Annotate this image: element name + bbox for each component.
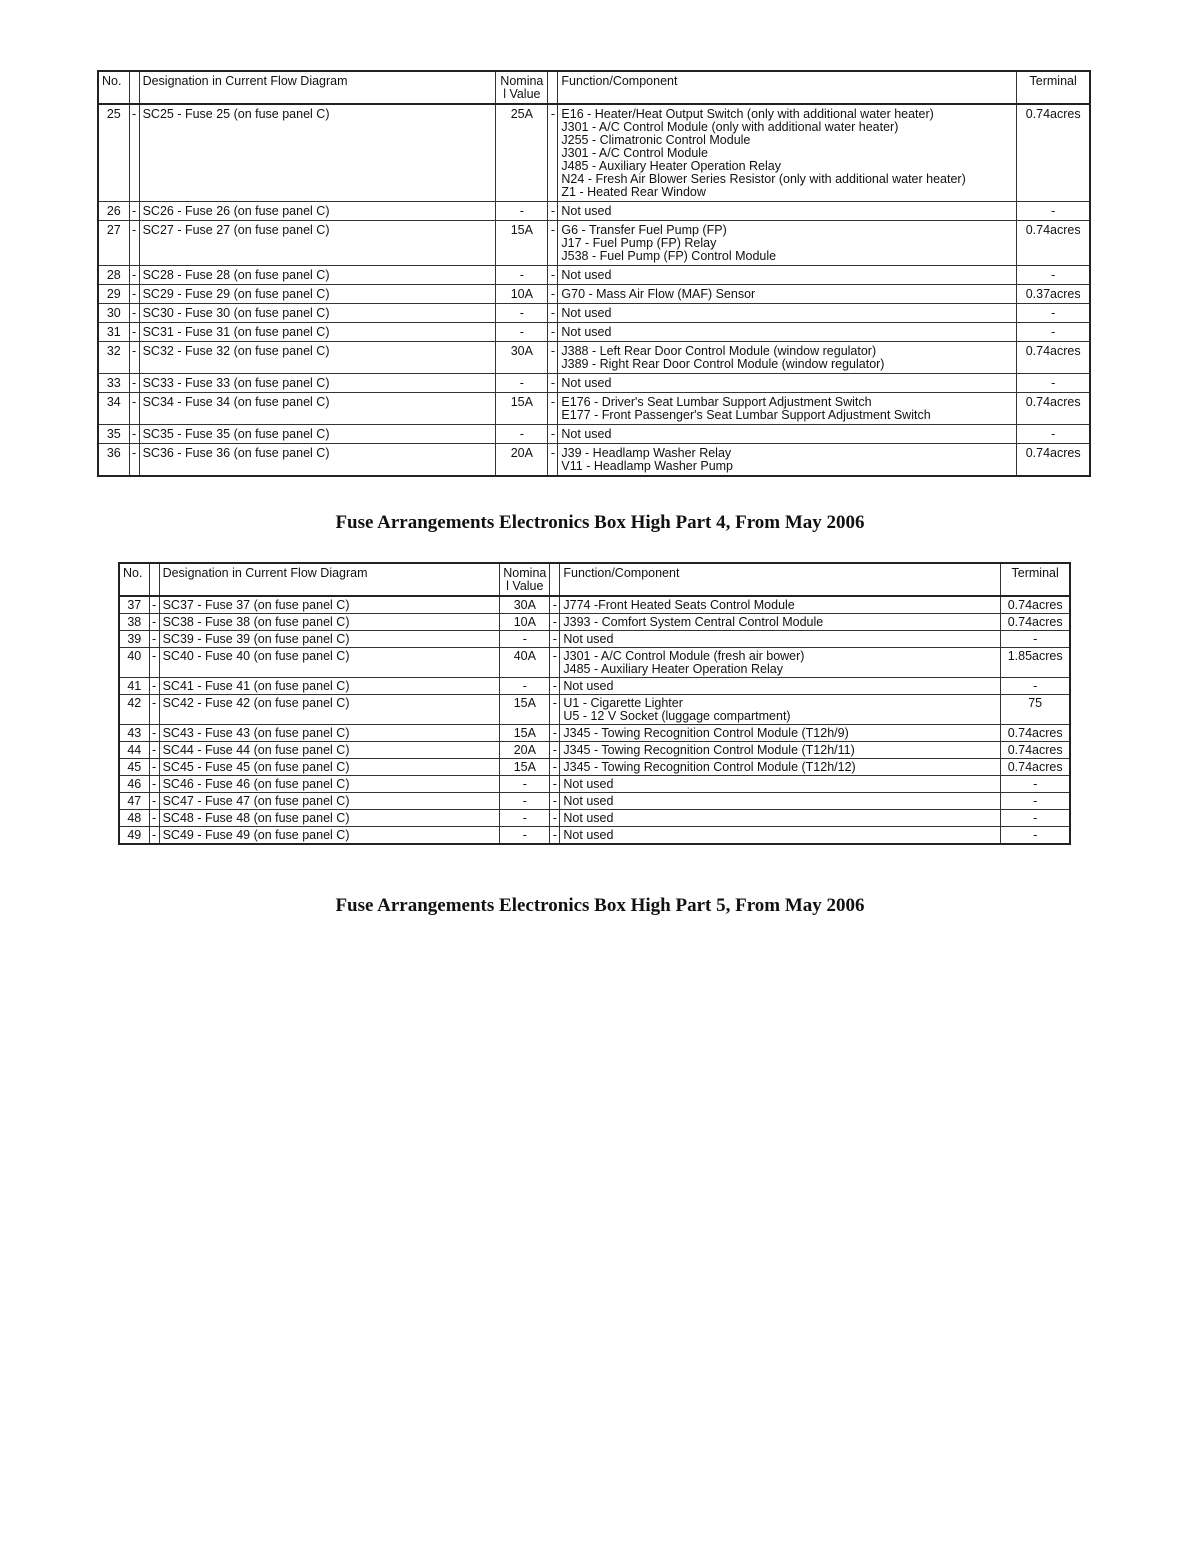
separator-dash: - <box>129 374 139 393</box>
table-row <box>119 596 1070 614</box>
fuse-number: 32 <box>98 342 129 374</box>
function-component <box>560 759 1001 776</box>
function-line: J255 - Climatronic Control Module <box>561 133 751 147</box>
function-line: Not used <box>563 679 614 693</box>
terminal: 1.85acres <box>1001 648 1070 678</box>
table-row <box>119 742 1070 759</box>
designation: SC33 - Fuse 33 (on fuse panel C) <box>139 374 496 393</box>
section-caption-part-4: Fuse Arrangements Electronics Box High Part 4, From May 2006 <box>335 512 865 533</box>
header-designation: Designation in Current Flow Diagram <box>139 71 496 104</box>
function-line: V11 - Headlamp Washer Pump <box>561 459 734 473</box>
designation: SC31 - Fuse 31 (on fuse panel C) <box>139 323 496 342</box>
designation: SC35 - Fuse 35 (on fuse panel C) <box>139 425 496 444</box>
terminal: 0.74acres <box>1001 725 1070 742</box>
header-function: Function/Component <box>560 563 1001 596</box>
fuse-number: 41 <box>119 678 149 695</box>
function-line: Not used <box>561 376 612 390</box>
table-row <box>98 304 1090 323</box>
function-line: Not used <box>561 268 612 282</box>
table-row <box>119 793 1070 810</box>
terminal: 0.37acres <box>1017 285 1090 304</box>
function-line: J389 - Right Rear Door Control Module (window regulator) <box>561 357 885 371</box>
separator-dash: - <box>129 444 139 477</box>
table-header-row <box>119 563 1070 596</box>
function-component <box>560 648 1001 678</box>
function-component <box>560 810 1001 827</box>
designation: SC27 - Fuse 27 (on fuse panel C) <box>139 221 496 266</box>
nominal-value: - <box>496 374 548 393</box>
function-component <box>558 425 1017 444</box>
function-line: J345 - Towing Recognition Control Module (T12h/9) <box>563 726 849 740</box>
separator-dash: - <box>149 759 159 776</box>
designation: SC43 - Fuse 43 (on fuse panel C) <box>159 725 500 742</box>
fuse-number: 38 <box>119 614 149 631</box>
fuse-number: 26 <box>98 202 129 221</box>
separator-dash: - <box>550 810 560 827</box>
nominal-value: 15A <box>496 393 548 425</box>
function-component <box>560 631 1001 648</box>
table-row <box>98 374 1090 393</box>
nominal-value: - <box>500 776 550 793</box>
fuse-number: 33 <box>98 374 129 393</box>
separator-dash: - <box>129 285 139 304</box>
terminal: 0.74acres <box>1001 742 1070 759</box>
function-line: J485 - Auxiliary Heater Operation Relay <box>561 159 781 173</box>
separator-dash: - <box>548 323 558 342</box>
table-row <box>98 266 1090 285</box>
function-line: J345 - Towing Recognition Control Module (T12h/11) <box>563 743 855 757</box>
function-line: U5 - 12 V Socket (luggage compartment) <box>563 709 791 723</box>
nominal-value: 20A <box>500 742 550 759</box>
function-component <box>560 614 1001 631</box>
table-row <box>98 393 1090 425</box>
nominal-value: - <box>500 678 550 695</box>
fuse-number: 34 <box>98 393 129 425</box>
function-line: Z1 - Heated Rear Window <box>561 185 706 199</box>
separator-dash: - <box>548 425 558 444</box>
terminal: 0.74acres <box>1017 221 1090 266</box>
function-line: E177 - Front Passenger's Seat Lumbar Support Adjustment Switch <box>561 408 931 422</box>
designation: SC39 - Fuse 39 (on fuse panel C) <box>159 631 500 648</box>
table-row <box>98 444 1090 477</box>
terminal: - <box>1001 793 1070 810</box>
fuse-number: 31 <box>98 323 129 342</box>
fuse-number: 25 <box>98 104 129 202</box>
fuse-number: 40 <box>119 648 149 678</box>
separator-dash: - <box>548 304 558 323</box>
terminal: - <box>1001 810 1070 827</box>
separator-dash: - <box>550 742 560 759</box>
fuse-number: 48 <box>119 810 149 827</box>
separator-dash: - <box>149 631 159 648</box>
terminal: 0.74acres <box>1017 444 1090 477</box>
table-row <box>98 285 1090 304</box>
function-line: Not used <box>561 325 612 339</box>
designation: SC32 - Fuse 32 (on fuse panel C) <box>139 342 496 374</box>
table-row <box>119 678 1070 695</box>
fuse-number: 37 <box>119 596 149 614</box>
terminal: - <box>1017 304 1090 323</box>
separator-dash: - <box>149 810 159 827</box>
function-line: J17 - Fuel Pump (FP) Relay <box>561 236 717 250</box>
function-component <box>560 827 1001 845</box>
header-no: No. <box>119 563 149 596</box>
table-row <box>119 776 1070 793</box>
function-line: Not used <box>563 794 614 808</box>
function-line: Not used <box>561 204 612 218</box>
designation: SC36 - Fuse 36 (on fuse panel C) <box>139 444 496 477</box>
separator-dash: - <box>550 759 560 776</box>
separator-dash: - <box>550 725 560 742</box>
function-line: J393 - Comfort System Central Control Module <box>563 615 824 629</box>
separator-dash: - <box>129 266 139 285</box>
separator-dash: - <box>548 374 558 393</box>
designation: SC40 - Fuse 40 (on fuse panel C) <box>159 648 500 678</box>
separator-dash: - <box>550 631 560 648</box>
terminal: - <box>1017 425 1090 444</box>
table-row <box>119 759 1070 776</box>
function-component <box>558 104 1017 202</box>
separator-dash: - <box>548 104 558 202</box>
designation: SC44 - Fuse 44 (on fuse panel C) <box>159 742 500 759</box>
fuse-number: 30 <box>98 304 129 323</box>
designation: SC28 - Fuse 28 (on fuse panel C) <box>139 266 496 285</box>
function-component <box>560 596 1001 614</box>
nominal-value: - <box>496 266 548 285</box>
table-row <box>98 323 1090 342</box>
nominal-value: 15A <box>500 695 550 725</box>
separator-dash: - <box>129 425 139 444</box>
fuse-number: 45 <box>119 759 149 776</box>
nominal-value: - <box>500 827 550 845</box>
separator-dash: - <box>548 342 558 374</box>
function-component <box>558 202 1017 221</box>
designation: SC29 - Fuse 29 (on fuse panel C) <box>139 285 496 304</box>
function-line: J538 - Fuel Pump (FP) Control Module <box>561 249 777 263</box>
separator-dash: - <box>548 266 558 285</box>
function-component <box>558 266 1017 285</box>
separator-dash: - <box>129 104 139 202</box>
nominal-value: - <box>496 202 548 221</box>
terminal: 0.74acres <box>1001 759 1070 776</box>
fuse-number: 27 <box>98 221 129 266</box>
separator-dash: - <box>548 221 558 266</box>
designation: SC49 - Fuse 49 (on fuse panel C) <box>159 827 500 845</box>
separator-dash: - <box>550 614 560 631</box>
nominal-value: 10A <box>500 614 550 631</box>
terminal: - <box>1017 323 1090 342</box>
header-nominal: Nomina l Value <box>500 563 550 596</box>
fuse-number: 28 <box>98 266 129 285</box>
table-row <box>119 810 1070 827</box>
separator-dash: - <box>550 793 560 810</box>
designation: SC45 - Fuse 45 (on fuse panel C) <box>159 759 500 776</box>
function-line: J301 - A/C Control Module (only with additional water heater) <box>561 120 899 134</box>
separator-dash: - <box>550 827 560 845</box>
nominal-value: 20A <box>496 444 548 477</box>
nominal-value: 30A <box>500 596 550 614</box>
designation: SC42 - Fuse 42 (on fuse panel C) <box>159 695 500 725</box>
nominal-value: - <box>496 425 548 444</box>
terminal: - <box>1017 202 1090 221</box>
designation: SC41 - Fuse 41 (on fuse panel C) <box>159 678 500 695</box>
designation: SC30 - Fuse 30 (on fuse panel C) <box>139 304 496 323</box>
separator-dash: - <box>129 323 139 342</box>
separator-dash: - <box>149 742 159 759</box>
fuse-number: 39 <box>119 631 149 648</box>
function-component <box>558 323 1017 342</box>
separator-dash: - <box>548 444 558 477</box>
function-component <box>560 678 1001 695</box>
fuse-number: 47 <box>119 793 149 810</box>
separator-dash: - <box>149 695 159 725</box>
table-header-row <box>98 71 1090 104</box>
separator-dash: - <box>550 776 560 793</box>
nominal-value: 10A <box>496 285 548 304</box>
fuse-number: 46 <box>119 776 149 793</box>
terminal: 75 <box>1001 695 1070 725</box>
nominal-value: - <box>500 810 550 827</box>
nominal-value: - <box>500 793 550 810</box>
function-line: Not used <box>563 777 614 791</box>
designation: SC46 - Fuse 46 (on fuse panel C) <box>159 776 500 793</box>
designation: SC25 - Fuse 25 (on fuse panel C) <box>139 104 496 202</box>
fuse-number: 35 <box>98 425 129 444</box>
terminal: - <box>1001 631 1070 648</box>
separator-dash: - <box>149 725 159 742</box>
separator-dash: - <box>149 827 159 845</box>
table-row <box>119 695 1070 725</box>
nominal-value: - <box>496 304 548 323</box>
table-row <box>98 425 1090 444</box>
terminal: 0.74acres <box>1001 596 1070 614</box>
function-line: J345 - Towing Recognition Control Module (T12h/12) <box>563 760 856 774</box>
terminal: - <box>1001 678 1070 695</box>
separator-dash: - <box>129 342 139 374</box>
separator-dash: - <box>149 793 159 810</box>
function-component <box>558 285 1017 304</box>
function-component <box>560 776 1001 793</box>
header-designation: Designation in Current Flow Diagram <box>159 563 500 596</box>
terminal: - <box>1017 374 1090 393</box>
function-component <box>560 742 1001 759</box>
function-component <box>560 725 1001 742</box>
function-component <box>558 374 1017 393</box>
separator-dash: - <box>550 678 560 695</box>
header-terminal: Terminal <box>1017 71 1090 104</box>
table-row <box>98 221 1090 266</box>
terminal: 0.74acres <box>1017 393 1090 425</box>
separator-dash: - <box>550 648 560 678</box>
table-row <box>98 342 1090 374</box>
function-line: Not used <box>561 427 612 441</box>
fuse-table-part-3 <box>97 70 1091 477</box>
separator-dash: - <box>129 393 139 425</box>
table-row <box>98 202 1090 221</box>
fuse-table-part-4 <box>118 562 1071 845</box>
function-line: G70 - Mass Air Flow (MAF) Sensor <box>561 287 756 301</box>
designation: SC34 - Fuse 34 (on fuse panel C) <box>139 393 496 425</box>
function-component <box>560 695 1001 725</box>
separator-dash: - <box>149 678 159 695</box>
function-component <box>560 793 1001 810</box>
header-no: No. <box>98 71 129 104</box>
terminal: - <box>1017 266 1090 285</box>
table-row <box>119 631 1070 648</box>
function-component <box>558 221 1017 266</box>
fuse-number: 42 <box>119 695 149 725</box>
fuse-number: 49 <box>119 827 149 845</box>
nominal-value: - <box>500 631 550 648</box>
terminal: 0.74acres <box>1017 342 1090 374</box>
table-row <box>98 104 1090 202</box>
fuse-number: 44 <box>119 742 149 759</box>
header-function: Function/Component <box>558 71 1017 104</box>
table-row <box>119 648 1070 678</box>
nominal-value: 15A <box>500 725 550 742</box>
function-line: J388 - Left Rear Door Control Module (window regulator) <box>561 344 877 358</box>
fuse-number: 29 <box>98 285 129 304</box>
nominal-value: - <box>496 323 548 342</box>
separator-dash: - <box>149 596 159 614</box>
function-line: J301 - A/C Control Module (fresh air bower) <box>563 649 805 663</box>
table-row <box>119 827 1070 845</box>
function-line: J774 -Front Heated Seats Control Module <box>563 598 795 612</box>
function-line: J301 - A/C Control Module <box>561 146 709 160</box>
table-row <box>119 725 1070 742</box>
function-line: J485 - Auxiliary Heater Operation Relay <box>563 662 783 676</box>
separator-dash: - <box>149 648 159 678</box>
function-line: J39 - Headlamp Washer Relay <box>561 446 732 460</box>
function-line: U1 - Cigarette Lighter <box>563 696 683 710</box>
function-line: E176 - Driver's Seat Lumbar Support Adjustment Switch <box>561 395 872 409</box>
designation: SC47 - Fuse 47 (on fuse panel C) <box>159 793 500 810</box>
function-component <box>558 393 1017 425</box>
separator-dash: - <box>129 304 139 323</box>
table-row <box>119 614 1070 631</box>
section-caption-part-5: Fuse Arrangements Electronics Box High Part 5, From May 2006 <box>335 895 865 916</box>
separator-dash: - <box>129 202 139 221</box>
function-line: Not used <box>563 632 614 646</box>
function-line: N24 - Fresh Air Blower Series Resistor (only with additional water heater) <box>561 172 966 186</box>
function-component <box>558 342 1017 374</box>
function-line: E16 - Heater/Heat Output Switch (only with additional water heater) <box>561 107 934 121</box>
nominal-value: 25A <box>496 104 548 202</box>
function-line: Not used <box>563 811 614 825</box>
terminal: - <box>1001 827 1070 845</box>
function-component <box>558 444 1017 477</box>
function-line: Not used <box>561 306 612 320</box>
designation: SC38 - Fuse 38 (on fuse panel C) <box>159 614 500 631</box>
header-nominal: Nomina l Value <box>496 71 548 104</box>
separator-dash: - <box>550 695 560 725</box>
separator-dash: - <box>548 285 558 304</box>
nominal-value: 15A <box>496 221 548 266</box>
function-line: G6 - Transfer Fuel Pump (FP) <box>561 223 727 237</box>
fuse-number: 43 <box>119 725 149 742</box>
terminal: 0.74acres <box>1001 614 1070 631</box>
designation: SC26 - Fuse 26 (on fuse panel C) <box>139 202 496 221</box>
separator-dash: - <box>550 596 560 614</box>
separator-dash: - <box>149 614 159 631</box>
designation: SC48 - Fuse 48 (on fuse panel C) <box>159 810 500 827</box>
nominal-value: 40A <box>500 648 550 678</box>
separator-dash: - <box>149 776 159 793</box>
header-terminal: Terminal <box>1001 563 1070 596</box>
separator-dash: - <box>129 221 139 266</box>
fuse-number: 36 <box>98 444 129 477</box>
terminal: 0.74acres <box>1017 104 1090 202</box>
separator-dash: - <box>548 202 558 221</box>
separator-dash: - <box>548 393 558 425</box>
nominal-value: 30A <box>496 342 548 374</box>
terminal: - <box>1001 776 1070 793</box>
designation: SC37 - Fuse 37 (on fuse panel C) <box>159 596 500 614</box>
function-line: Not used <box>563 828 614 842</box>
nominal-value: 15A <box>500 759 550 776</box>
function-component <box>558 304 1017 323</box>
